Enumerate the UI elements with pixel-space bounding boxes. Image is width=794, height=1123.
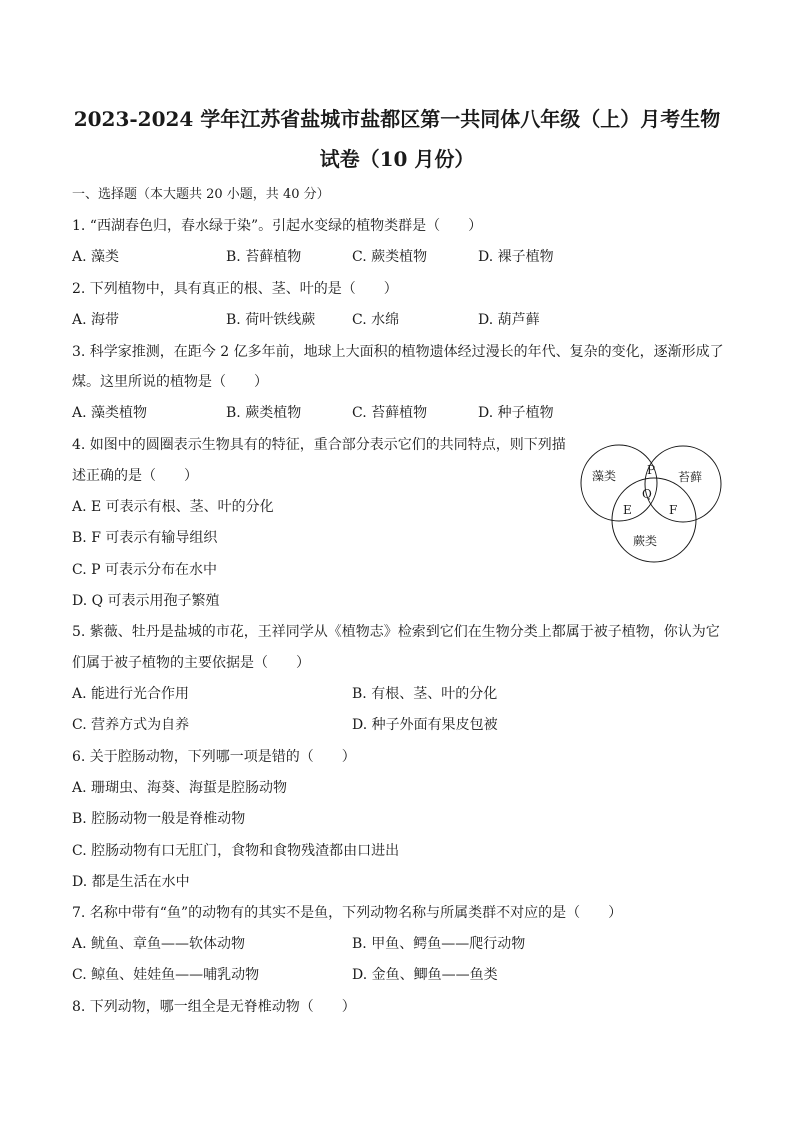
question-5-option-b: B. 有根、茎、叶的分化: [352, 686, 498, 702]
question-3-stem-line2: 煤。这里所说的植物是（ ）: [72, 374, 268, 390]
question-3-option-a: A. 藻类植物: [72, 405, 148, 421]
section-heading: 一、选择题（本大题共 20 小题，共 40 分）: [72, 187, 330, 202]
question-2-option-a: A. 海带: [72, 312, 120, 328]
question-7-option-c: C. 鲸鱼、娃娃鱼——哺乳动物: [72, 967, 260, 983]
question-3-option-b: B. 蕨类植物: [226, 405, 302, 421]
venn-circle-fern: [612, 478, 696, 562]
question-7-option-d: D. 金鱼、鲫鱼——鱼类: [352, 967, 498, 983]
question-2-option-d: D. 葫芦藓: [478, 312, 540, 328]
venn-label-algae: 藻类: [592, 469, 617, 483]
question-6-stem: 6. 关于腔肠动物，下列哪一项是错的（ ）: [72, 749, 356, 765]
question-6-option-a: A. 珊瑚虫、海葵、海蜇是腔肠动物: [72, 780, 288, 796]
venn-region-q: Q: [642, 487, 652, 501]
question-5-stem-line2: 们属于被子植物的主要依据是（ ）: [72, 655, 310, 671]
question-3-option-c: C. 苔藓植物: [352, 405, 428, 421]
question-6-option-d: D. 都是生活在水中: [72, 874, 190, 890]
exam-title-line1: 2023-2024 学年江苏省盐城市盐都区第一共同体八年级（上）月考生物: [73, 107, 721, 131]
venn-circle-moss: [645, 446, 721, 522]
question-4-option-a: A. E 可表示有根、茎、叶的分化: [72, 499, 274, 515]
question-8-stem: 8. 下列动物，哪一组全是无脊椎动物（ ）: [72, 999, 356, 1015]
venn-region-f: F: [669, 503, 678, 517]
question-4-stem-line1: 4. 如图中的圆圈表示生物具有的特征，重合部分表示它们的共同特点，则下列描: [72, 437, 566, 453]
question-4-option-c: C. P 可表示分布在水中: [72, 562, 217, 578]
question-4-stem-line2: 述正确的是（ ）: [72, 468, 198, 484]
venn-label-fern: 蕨类: [633, 534, 658, 548]
question-1-option-d: D. 裸子植物: [478, 249, 554, 265]
venn-diagram: [575, 438, 755, 563]
question-6-option-b: B. 腔肠动物一般是脊椎动物: [72, 811, 246, 827]
question-2-option-b: B. 荷叶铁线蕨: [226, 312, 316, 328]
question-1-option-a: A. 藻类: [72, 249, 120, 265]
venn-circle-algae: [581, 445, 657, 521]
question-7-stem: 7. 名称中带有“鱼”的动物有的其实不是鱼，下列动物名称与所属类群不对应的是（ ）: [72, 905, 623, 921]
venn-region-e: E: [623, 503, 632, 517]
question-5-stem-line1: 5. 紫薇、牡丹是盐城的市花，王祥同学从《植物志》检索到它们在生物分类上都属于被子植物，你认为它: [72, 624, 720, 640]
question-3-stem-line1: 3. 科学家推测，在距今 2 亿多年前，地球上大面积的植物遗体经过漫长的年代、复杂的变化，逐渐形成了: [72, 344, 724, 360]
venn-region-p: P: [647, 463, 656, 477]
venn-label-moss: 苔藓: [678, 470, 703, 484]
question-1-stem: 1. “西湖春色归，春水绿于染”。引起水变绿的植物类群是（ ）: [72, 218, 483, 234]
question-5-option-c: C. 营养方式为自养: [72, 717, 190, 733]
question-5-option-a: A. 能进行光合作用: [72, 686, 190, 702]
question-2-stem: 2. 下列植物中，具有真正的根、茎、叶的是（ ）: [72, 281, 398, 297]
question-3-option-d: D. 种子植物: [478, 405, 554, 421]
exam-title-line2: 试卷（10 月份）: [319, 147, 475, 171]
question-1-option-c: C. 蕨类植物: [352, 249, 428, 265]
question-2-option-c: C. 水绵: [352, 312, 400, 328]
question-6-option-c: C. 腔肠动物有口无肛门，食物和食物残渣都由口进出: [72, 843, 400, 859]
question-4-option-b: B. F 可表示有输导组织: [72, 530, 218, 546]
question-5-option-d: D. 种子外面有果皮包被: [352, 717, 498, 733]
question-4-option-d: D. Q 可表示用孢子繁殖: [72, 593, 220, 609]
question-7-option-b: B. 甲鱼、鳄鱼——爬行动物: [352, 936, 526, 952]
question-7-option-a: A. 鱿鱼、章鱼——软体动物: [72, 936, 246, 952]
question-1-option-b: B. 苔藓植物: [226, 249, 302, 265]
